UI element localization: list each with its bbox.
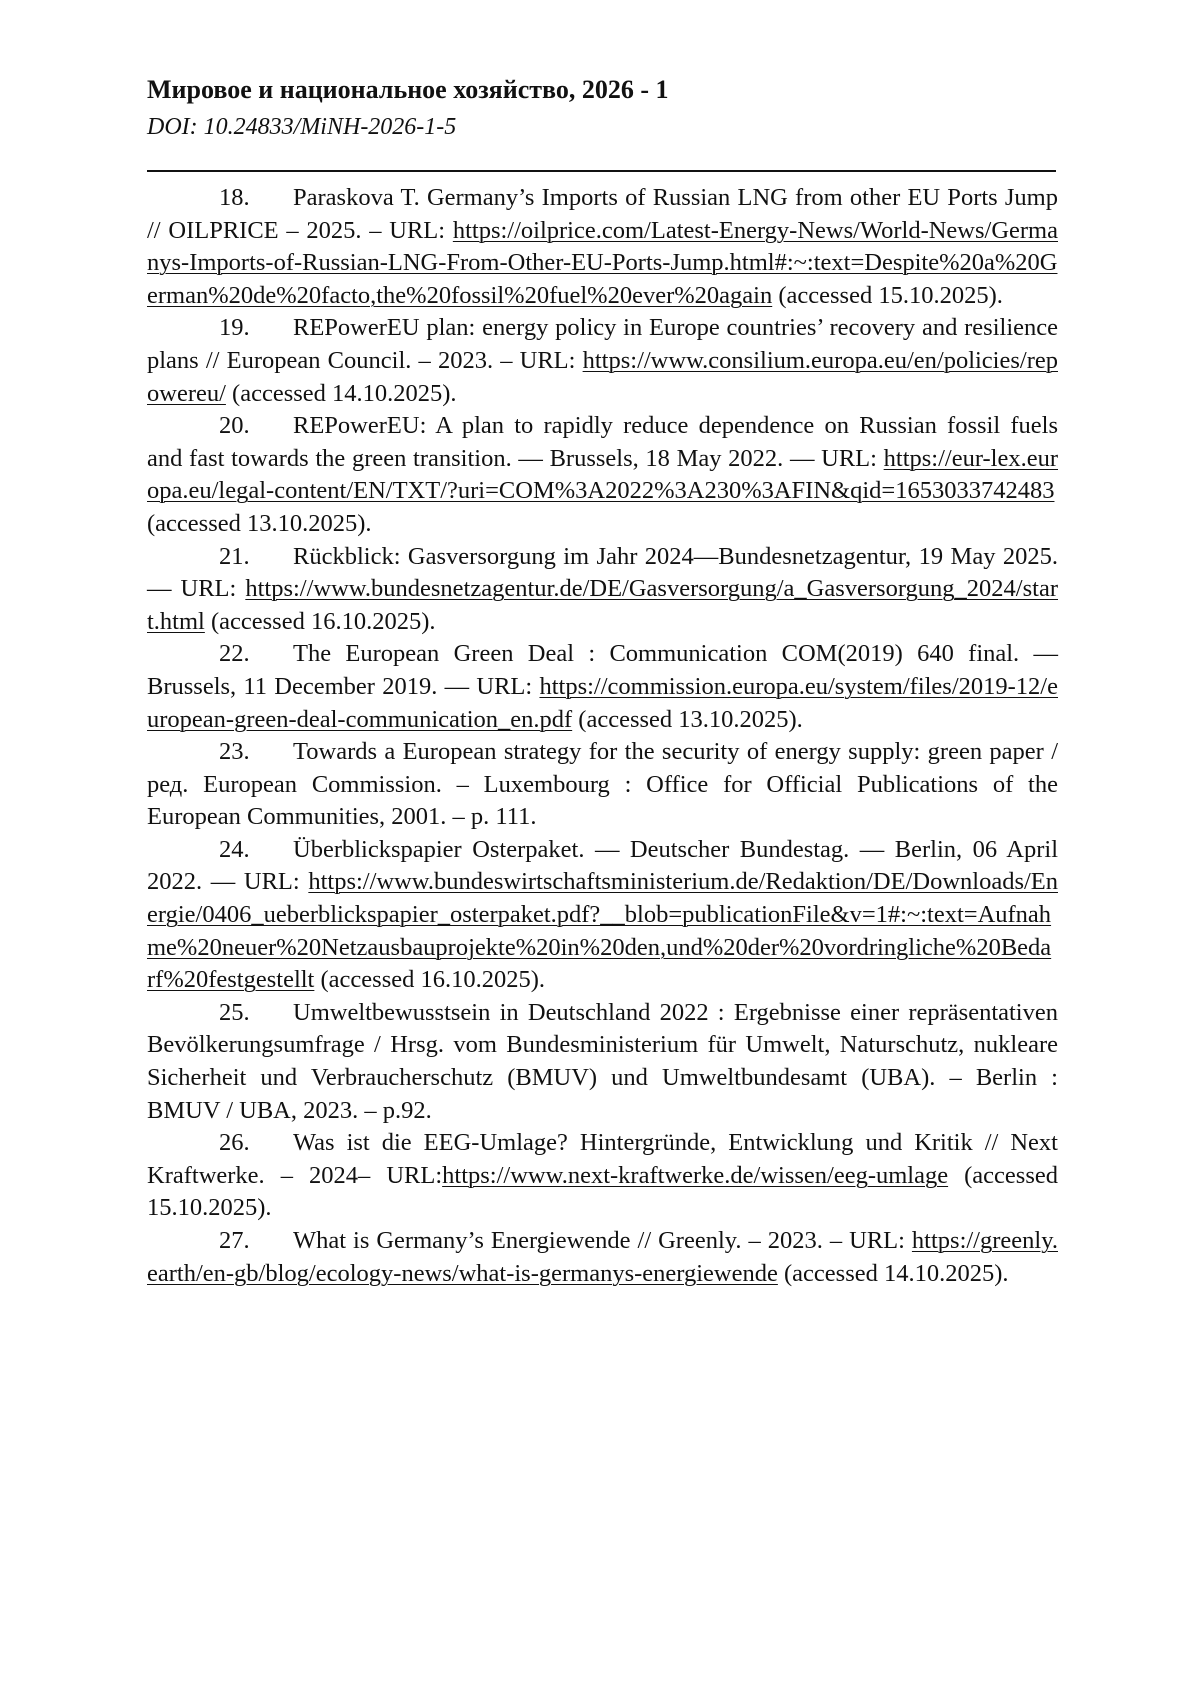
reference-link[interactable]: https://www.consilium.europa.eu/en/policies/repowereu/ xyxy=(147,346,1058,407)
reference-accessed: (accessed 15.10.2025). xyxy=(147,1161,1058,1222)
reference-text: What is Germany’s Energiewende // Greenly. – 2023. – URL: xyxy=(293,1227,912,1254)
reference-link[interactable]: https://www.next-kraftwerke.de/wissen/eeg-umlage xyxy=(442,1161,949,1189)
reference-number: 26. xyxy=(219,1129,250,1157)
reference-text: REPowerEU plan: energy policy in Europe countries’ recovery and resilience plans // European Council. – 2023. – URL: xyxy=(147,314,1058,374)
reference-link[interactable]: https://oilprice.com/Latest-Energy-News/World-News/Germanys-Imports-of-Russian-LNG-From-Other-EU-Ports-Jump.html#:~:text=Despite%20a%20German%20de%20facto,the%20fossil%20fuel%20ever%20again xyxy=(147,216,1058,309)
reference-item xyxy=(147,410,1058,540)
reference-item xyxy=(147,834,1058,997)
doi-line: DOI: 10.24833/MiNH-2026-1-5 xyxy=(147,114,457,140)
reference-item xyxy=(147,736,1058,834)
reference-number: 27. xyxy=(219,1227,250,1254)
reference-number: 22. xyxy=(219,640,250,668)
reference-text: Was ist die EEG-Umlage? Hintergründe, Entwicklung und Kritik // Next Kraftwerke. – 2024– URL: xyxy=(147,1129,1058,1189)
reference-text: Paraskova T. Germany’s Imports of Russian LNG from other EU Ports Jump // OILPRICE – 2025. – URL: xyxy=(147,184,1058,244)
reference-item xyxy=(147,997,1058,1127)
reference-text: Umweltbewusstsein in Deutschland 2022 : Ergebnisse einer repräsentativen Bevölkerungsumfrage / Hrsg. vom Bundesministerium für Umwelt, Naturschutz, nukleare Sicherheit und Verbraucherschutz (BMUV) und Umweltbundesamt (UBA). – Berlin : BMUV / UBA, 2023. – p.92. xyxy=(147,998,1058,1124)
reference-item xyxy=(147,182,1058,312)
reference-accessed: (accessed 13.10.2025). xyxy=(572,705,803,733)
reference-number: 23. xyxy=(219,738,250,766)
reference-text: REPowerEU: A plan to rapidly reduce dependence on Russian fossil fuels and fast towards the green transition. — Brussels, 18 May 2022. — URL: xyxy=(147,412,1058,472)
reference-item xyxy=(147,638,1058,736)
reference-text: Rückblick: Gasversorgung im Jahr 2024—Bundesnetzagentur, 19 May 2025. — URL: xyxy=(147,542,1058,603)
reference-text: Towards a European strategy for the security of energy supply: green paper / ред. European Commission. – Luxembourg : Office for Official Publications of the European Communities, 2001. – p. 111. xyxy=(147,738,1058,831)
reference-text: Überblickspapier Osterpaket. — Deutscher Bundestag. — Berlin, 06 April 2022. — URL: xyxy=(147,835,1058,896)
header-rule xyxy=(147,170,1056,172)
reference-accessed: (accessed 16.10.2025). xyxy=(314,966,546,994)
reference-accessed: (accessed 13.10.2025). xyxy=(147,509,372,537)
reference-link[interactable]: https://www.bundesnetzagentur.de/DE/Gasversorgung/a_Gasversorgung_2024/start.html xyxy=(147,575,1058,635)
reference-list xyxy=(147,182,1058,1290)
reference-link[interactable]: https://greenly.earth/en-gb/blog/ecology-news/what-is-germanys-energiewende xyxy=(147,1227,1058,1287)
reference-link[interactable]: https://eur-lex.europa.eu/legal-content/EN/TXT/?uri=COM%3A2022%3A230%3AFIN&qid=1653033742483 xyxy=(147,444,1058,505)
reference-item xyxy=(147,312,1058,410)
reference-number: 24. xyxy=(219,835,250,863)
reference-item xyxy=(147,1225,1058,1290)
reference-accessed: (accessed 15.10.2025). xyxy=(772,281,1003,309)
reference-link[interactable]: https://www.bundeswirtschaftsministerium.de/Redaktion/DE/Downloads/Energie/0406_ueberblickspapier_osterpaket.pdf?__blob=publicationFile&v=1#:~:text=Aufnahme%20neuer%20Netzausbauprojekte%20in%20den,und%20der%20vordringliche%20Bedarf%20festgestellt xyxy=(147,868,1058,994)
reference-accessed: (accessed 14.10.2025). xyxy=(225,379,457,407)
reference-number: 20. xyxy=(219,412,250,440)
reference-number: 19. xyxy=(219,314,250,342)
reference-number: 25. xyxy=(219,998,250,1026)
journal-title: Мировое и национальное хозяйство, 2026 - 1 xyxy=(147,75,669,104)
reference-link[interactable]: https://commission.europa.eu/system/files/2019-12/european-green-deal-communication_en.pdf xyxy=(147,672,1058,733)
reference-item xyxy=(147,1127,1058,1225)
reference-accessed: (accessed 16.10.2025). xyxy=(204,607,436,635)
reference-number: 18. xyxy=(219,184,250,211)
reference-number: 21. xyxy=(219,542,250,570)
reference-accessed: (accessed 14.10.2025). xyxy=(777,1259,1009,1287)
reference-text: The European Green Deal : Communication COM(2019) 640 final. — Brussels, 11 December 2019. — URL: xyxy=(147,640,1058,700)
reference-item xyxy=(147,541,1058,639)
